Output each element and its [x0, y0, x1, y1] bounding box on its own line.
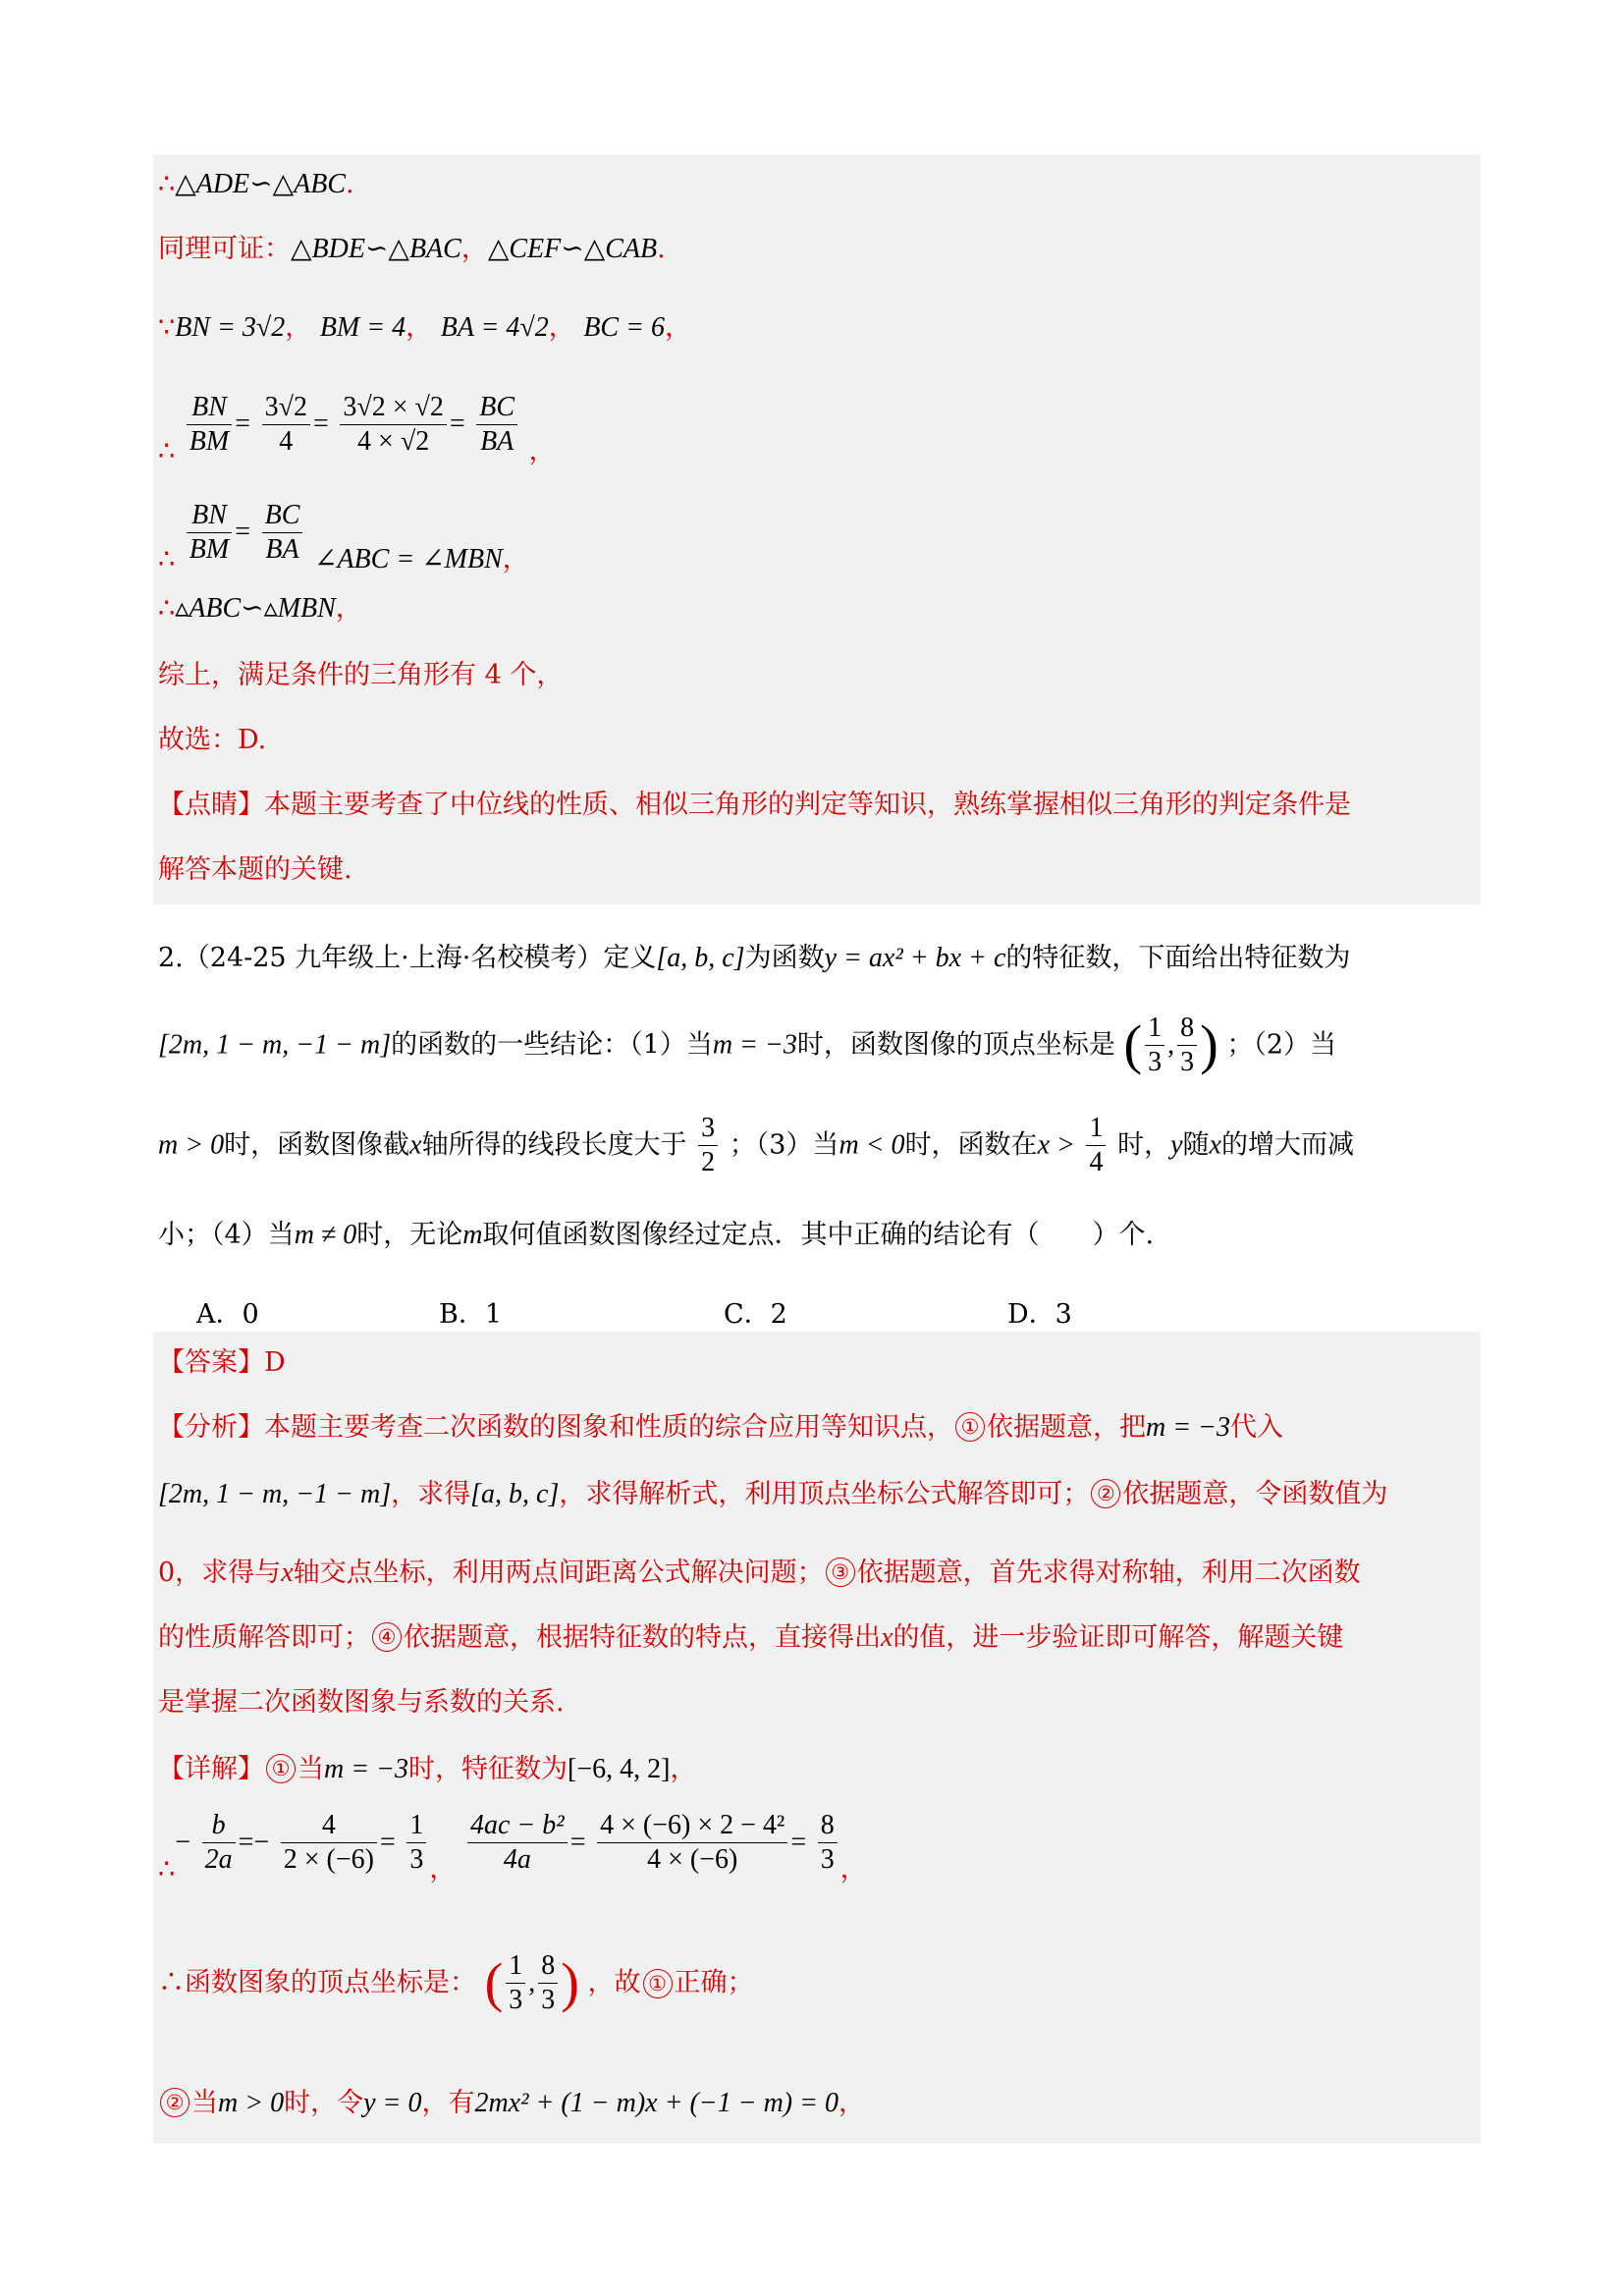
frac-rationalize: $\frac{3√2 \times √2}{4 \times √2}$ — [340, 391, 447, 459]
circled-2-icon: ② — [1091, 1479, 1120, 1508]
q2-line3: m > 0时，函数图像截x轴所得的线段长度大于 $\frac{3}{2}$ ；（3）当m < 0时，函数在x > $\frac{1}{4}$ 时，y随x的增大而减 — [158, 1113, 1354, 1177]
p1-line3: ∵BN = 3√2， BM = 4， BA = 4√2， BC = 6， — [158, 312, 691, 343]
analysis-line5: 是掌握二次函数图象与系数的关系. — [158, 1687, 565, 1718]
analysis-line4: 的性质解答即可； ④ 依据题意，根据特征数的特点，直接得出x的值，进一步验证即可解答，解题关键 — [158, 1622, 1344, 1653]
p1-line6: ∴▵ABC∽▵MBN， — [158, 593, 362, 624]
p1-line8: 故选：D. — [158, 725, 267, 755]
p1-line7: 综上，满足条件的三角形有 4 个， — [158, 660, 564, 690]
option-c: C．2 — [724, 1299, 787, 1330]
detail-line1: 【详解】 ① 当m = −3时，特征数为[−6, 4, 2]， — [158, 1754, 697, 1784]
option-a: A．0 — [196, 1299, 259, 1330]
analysis-line3: 0，求得与x轴交点坐标，利用两点间距离公式解决问题； ③ 依据题意，首先求得对称轴，利用二次函数 — [158, 1558, 1361, 1588]
p1-comment-2: 解答本题的关键. — [158, 854, 352, 885]
circled-1-icon: ① — [643, 1969, 673, 1998]
frac-3r2-4: $\frac{3√2}{4}$ — [262, 391, 310, 459]
solution-panel-2 — [153, 1332, 1481, 2144]
p1-line5-ratio: ∴ $\frac{BN}{BM}$ = $\frac{BC}{BA}$ ∠ABC = ∠MBN， — [158, 500, 529, 574]
p1-line1: ∴△ADE∽△ABC. — [158, 169, 354, 199]
frac-bn-bm: $\frac{BN}{BM}$ — [187, 391, 232, 459]
p1-comment-1: 【点睛】本题主要考查了中位线的性质、相似三角形的判定等知识，熟练掌握相似三角形的判定条件是 — [158, 790, 1351, 820]
frac-bc-ba: $\frac{BC}{BA}$ — [476, 391, 517, 459]
p1-line2: 同理可证：△BDE∽△BAC，△CEF∽△CAB. — [158, 234, 666, 264]
detail-line3-vertex: ∴函数图象的顶点坐标是： ( $\frac{1}{3}$ , $\frac{8}{3}$ ) ，故 ① 正确； — [158, 1950, 754, 2015]
detail-line4: ② 当m > 0时，令y = 0，有2mx² + (1 − m)x + (−1 − m) = 0， — [158, 2086, 865, 2121]
option-b: B．1 — [439, 1299, 503, 1330]
q2-line2: [2m, 1 − m, −1 − m]的函数的一些结论：（1）当m = −3时，函数图像的顶点坐标是 ( $\frac{1}{3}$ , $\frac{8}{3}$ ) ；（2）当 — [158, 1012, 1337, 1077]
circled-1-icon: ① — [266, 1754, 296, 1783]
q2-line1: 2.（24-25 九年级上·上海·名校模考）定义[a, b, c]为函数y = ax² + bx + c的特征数，下面给出特征数为 — [158, 943, 1351, 973]
option-d: D．3 — [1007, 1299, 1072, 1330]
answer: 【答案】D — [158, 1347, 286, 1378]
circled-4-icon: ④ — [372, 1622, 402, 1652]
p1-line4-ratio: ∴ $\frac{BN}{BM}$ = $\frac{3√2}{4}$ = $\frac{3√2 \times √2}{4 \times √2}$ = $\frac{BC}{BA}$ ， — [158, 392, 556, 466]
detail-line2-vertex-calc: ∴− $\frac{b}{2a}$ =− $\frac{4}{2 \times (-6)}$ = $\frac{1}{3}$ ， $\frac{\text{4ac − b²}}{4a}$ = $\frac{\text{4 × (−6) × 2 − 4²}}{4 \times (-6)}$ = $\frac{8}{3}$ ， — [158, 1810, 867, 1885]
q2-line4: 小；（4）当m ≠ 0时，无论m取何值函数图像经过定点．其中正确的结论有（ ）个. — [158, 1220, 1155, 1250]
circled-2-icon: ② — [160, 2088, 189, 2117]
analysis-line1: 【分析】本题主要考查二次函数的图象和性质的综合应用等知识点， ① 依据题意，把m = −3代入 — [158, 1412, 1284, 1443]
circled-3-icon: ③ — [826, 1558, 855, 1587]
analysis-line2: [2m, 1 − m, −1 − m]，求得[a, b, c]，求得解析式，利用顶点坐标公式解答即可； ② 依据题意，令函数值为 — [158, 1479, 1388, 1509]
circled-1-icon: ① — [955, 1412, 985, 1442]
